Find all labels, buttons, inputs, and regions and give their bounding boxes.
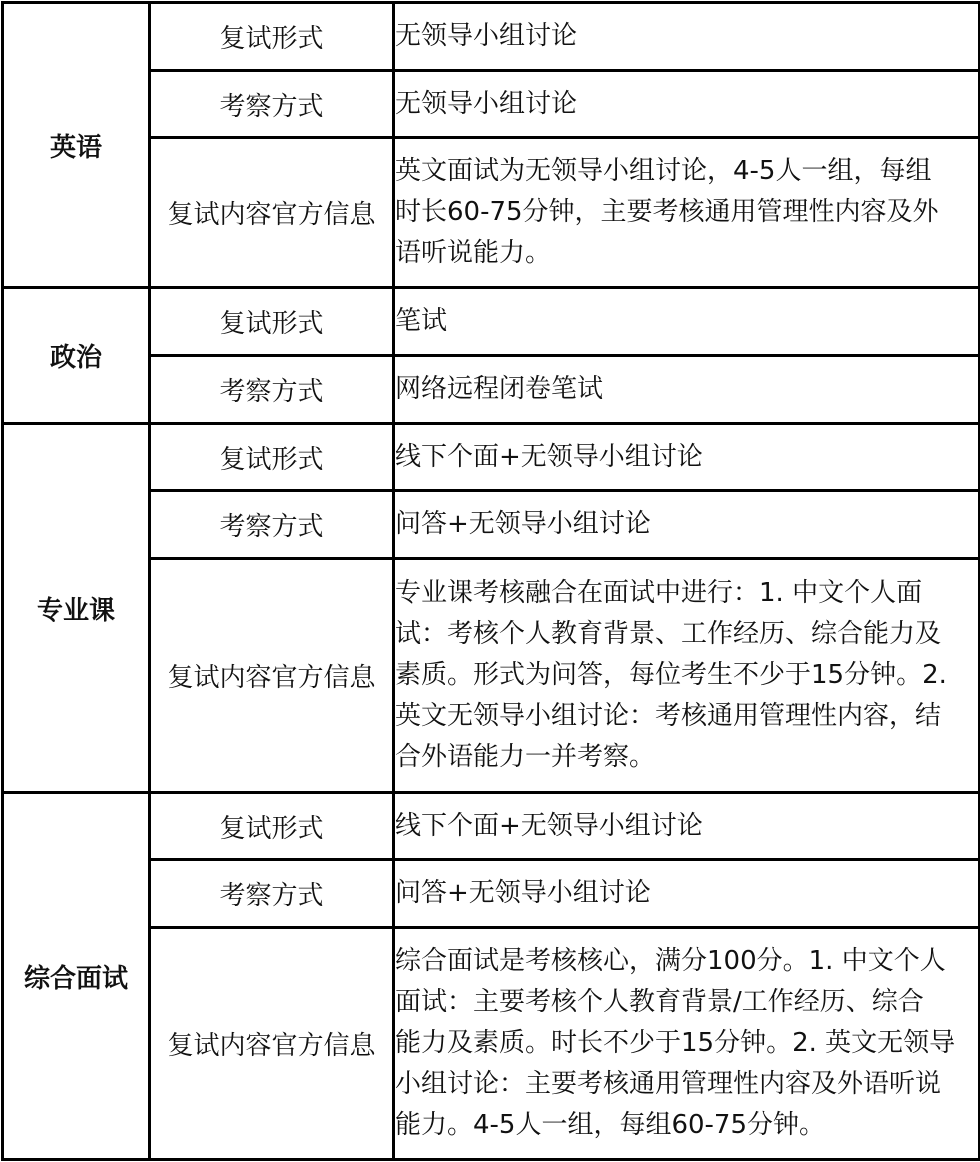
subject-cell-english — [3, 3, 150, 288]
value-line: 时长60-75分钟，主要考核通用管理性内容及外 — [395, 197, 939, 227]
value-line: 笔试 — [395, 306, 448, 336]
label-cell — [150, 288, 394, 356]
row-label: 考察方式 — [219, 91, 324, 122]
row-label: 复试形式 — [219, 24, 324, 54]
value-cell — [394, 424, 980, 491]
value-line: 英文面试为无领导小组讨论，4-5人一组，每组 — [395, 156, 932, 186]
value-line: 无领导小组讨论 — [395, 21, 578, 51]
subject-label: 英语 — [49, 132, 102, 163]
value-line: 无领导小组讨论 — [395, 88, 578, 119]
table-container — [1, 1, 980, 1161]
table-row — [3, 71, 980, 138]
label-cell — [150, 928, 394, 1160]
label-cell — [150, 491, 394, 559]
table-row — [3, 860, 980, 928]
value-cell — [394, 928, 980, 1160]
retest-info-table — [1, 1, 980, 1161]
value-line: 面试：主要考核个人教育背景/工作经历、综合 — [395, 987, 924, 1017]
value-cell — [394, 288, 980, 356]
subject-label: 综合面试 — [23, 963, 128, 994]
subject-cell-politics — [3, 288, 150, 424]
value-line: 试：考核个人教育背景、工作经历、综合能力及 — [395, 619, 942, 649]
row-label: 复试形式 — [219, 813, 324, 844]
value-line: 合外语能力一并考察。 — [395, 742, 656, 772]
label-cell — [150, 138, 394, 288]
table-row — [3, 928, 980, 1160]
row-label: 考察方式 — [219, 377, 324, 407]
value-cell — [394, 356, 980, 424]
table-row — [3, 356, 980, 424]
value-line: 专业课考核融合在面试中进行：1. 中文个人面 — [395, 578, 923, 608]
value-line: 小组讨论：主要考核通用管理性内容及外语听说 — [395, 1069, 942, 1099]
value-cell — [394, 559, 980, 793]
table-row — [3, 559, 980, 793]
value-line: 素质。形式为问答，每位考生不少于15分钟。2. — [395, 660, 947, 690]
label-cell — [150, 793, 394, 860]
row-label: 复试内容官方信息 — [167, 200, 376, 230]
subject-cell-comprehensive-interview — [3, 793, 150, 1160]
table-row — [3, 3, 980, 71]
value-line: 能力及素质。时长不少于15分钟。2. 英文无领导 — [395, 1028, 956, 1058]
value-line: 线下个面+无领导小组讨论 — [395, 441, 703, 472]
value-line: 线下个面+无领导小组讨论 — [395, 810, 703, 841]
row-label: 考察方式 — [219, 881, 324, 911]
value-line: 问答+无领导小组讨论 — [395, 878, 651, 908]
value-cell — [394, 860, 980, 928]
value-cell — [394, 491, 980, 559]
value-cell — [394, 71, 980, 138]
value-line: 语听说能力。 — [395, 238, 552, 268]
label-cell — [150, 356, 394, 424]
row-label: 复试形式 — [219, 444, 324, 475]
table-row — [3, 138, 980, 288]
table-row — [3, 288, 980, 356]
row-label: 考察方式 — [219, 512, 324, 542]
row-label: 复试内容官方信息 — [167, 663, 376, 693]
table-row — [3, 793, 980, 860]
subject-cell-major-course — [3, 424, 150, 793]
value-line: 综合面试是考核核心，满分100分。1. 中文个人 — [395, 946, 946, 976]
value-line: 网络远程闭卷笔试 — [395, 374, 604, 404]
label-cell — [150, 860, 394, 928]
label-cell — [150, 559, 394, 793]
label-cell — [150, 3, 394, 71]
table-row — [3, 491, 980, 559]
table-row — [3, 424, 980, 491]
value-line: 能力。4-5人一组，每组60-75分钟。 — [395, 1110, 826, 1140]
row-label: 复试形式 — [219, 309, 324, 339]
value-cell — [394, 138, 980, 288]
subject-label: 政治 — [49, 343, 102, 373]
label-cell — [150, 71, 394, 138]
value-cell — [394, 3, 980, 71]
label-cell — [150, 424, 394, 491]
value-line: 英文无领导小组讨论：考核通用管理性内容，结 — [395, 701, 942, 731]
row-label: 复试内容官方信息 — [167, 1031, 376, 1061]
value-line: 问答+无领导小组讨论 — [395, 509, 651, 539]
subject-label: 专业课 — [36, 595, 115, 626]
value-cell — [394, 793, 980, 860]
